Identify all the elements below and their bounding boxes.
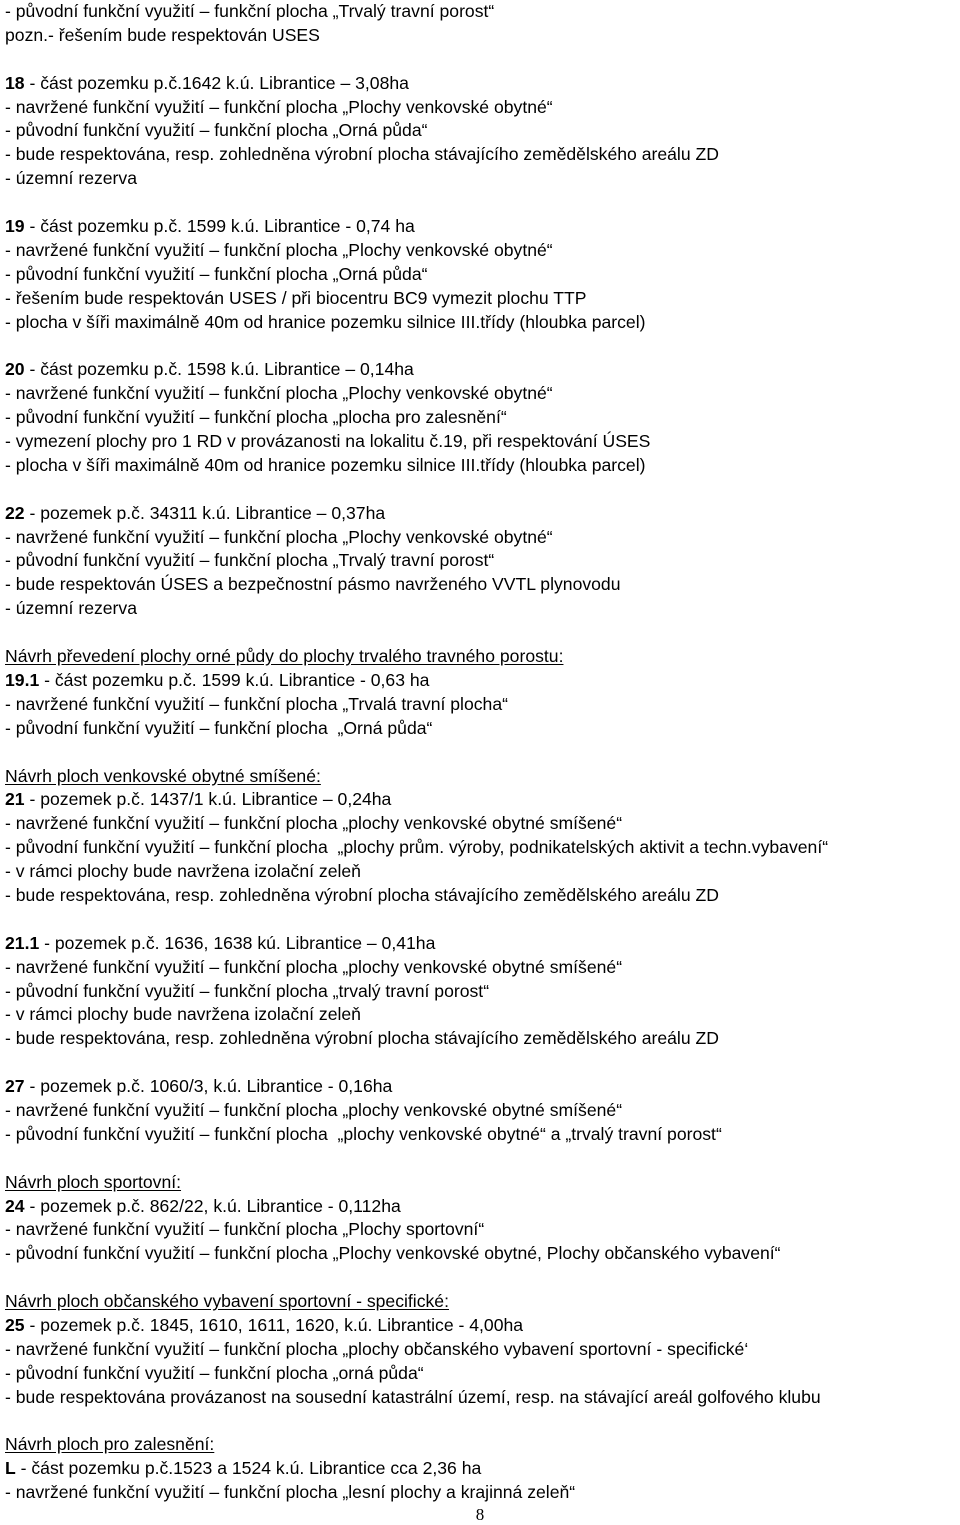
parcel-detail-line: - původní funkční využití – funkční plocha „plochy venkovské obytné“ a „trvalý travní porost“: [5, 1123, 722, 1144]
paragraph-gap: [5, 334, 957, 358]
parcel-number: 19: [5, 216, 25, 237]
paragraph-gap: [5, 741, 957, 765]
parcel-detail-line: - navržené funkční využití – funkční plocha „plochy občanského vybavení sportovní - specifické‘: [5, 1338, 749, 1359]
parcel-detail-line: - navržené funkční využití – funkční plocha „Plochy venkovské obytné“: [5, 526, 553, 547]
parcel-number: 20: [5, 359, 25, 380]
parcel-detail-line: - původní funkční využití – funkční plocha „Orná půda“: [5, 717, 433, 738]
parcel-detail-line: - bude respektována provázanost na sousední katastrální území, resp. na stávající areál golfového klubu: [5, 1386, 821, 1407]
parcel-title: [5, 1075, 957, 1099]
parcel-detail-line: - navržené funkční využití – funkční plocha „plochy venkovské obytné smíšené“: [5, 1099, 623, 1120]
paragraph-gap: [5, 621, 957, 645]
paragraph-gap: [5, 1266, 957, 1290]
parcel-detail-line: - bude respektována, resp. zohledněna výrobní plocha stávajícího zemědělského areálu ZD: [5, 1028, 719, 1049]
parcel-description: - část pozemku p.č. 1599 k.ú. Librantice - 0,63 ha: [39, 669, 430, 690]
parcel-description: - pozemek p.č. 1437/1 k.ú. Librantice – 0,24ha: [24, 789, 392, 810]
parcel-detail-line: - navržené funkční využití – funkční plocha „plochy venkovské obytné smíšené“: [5, 813, 623, 834]
parcel-detail-line: - navržené funkční využití – funkční plocha „plochy venkovské obytné smíšené“: [5, 956, 623, 977]
parcel-detail-line: - navržené funkční využití – funkční plocha „Plochy venkovské obytné“: [5, 383, 553, 404]
parcel-number: 27: [5, 1076, 25, 1097]
parcel-detail-line: - navržené funkční využití – funkční plocha „lesní plochy a krajinná zeleň“: [5, 1482, 576, 1503]
parcel-title: [5, 215, 957, 239]
parcel-detail-line: - v rámci plochy bude navržena izolační zeleň: [5, 1004, 361, 1025]
intro-line: pozn.- řešením bude respektován USES: [5, 24, 320, 45]
parcel-description: - pozemek p.č. 1636, 1638 kú. Librantice – 0,41ha: [39, 932, 436, 953]
parcel-number: 21.1: [5, 932, 40, 953]
parcel-title: [5, 1457, 957, 1481]
parcel-detail-line: - vymezení plochy pro 1 RD v provázanosti na lokalitu č.19, při respektování ÚSES: [5, 431, 651, 452]
parcel-description: - pozemek p.č. 1845, 1610, 1611, 1620, k.ú. Librantice - 4,00ha: [24, 1314, 524, 1335]
parcel-detail-line: - bude respektována, resp. zohledněna výrobní plocha stávajícího zemědělského areálu ZD: [5, 884, 719, 905]
parcel-description: - část pozemku p.č.1642 k.ú. Librantice – 3,08ha: [24, 72, 409, 93]
parcel-title: [5, 72, 957, 96]
parcel-title: [5, 1195, 957, 1219]
parcel-detail-line: - navržené funkční využití – funkční plocha „Plochy venkovské obytné“: [5, 96, 553, 117]
section-heading-line: [5, 1433, 957, 1457]
parcel-detail-line: - původní funkční využití – funkční plocha „plochy prům. výroby, podnikatelských aktivit a techn.vybavení“: [5, 837, 829, 858]
parcel-number: 24: [5, 1195, 25, 1216]
parcel-number: 19.1: [5, 669, 40, 690]
parcel-title: [5, 358, 957, 382]
parcel-number: 21: [5, 789, 25, 810]
parcel-detail-line: - původní funkční využití – funkční plocha „Plochy venkovské obytné, Plochy občanského vybavení“: [5, 1243, 781, 1264]
parcel-number: 25: [5, 1314, 25, 1335]
document-body: [5, 0, 957, 1505]
parcel-detail-line: - plocha v šíři maximálně 40m od hranice pozemku silnice III.třídy (hloubka parcel): [5, 311, 646, 332]
parcel-number: L: [5, 1458, 16, 1479]
parcel-title: [5, 932, 957, 956]
parcel-title: [5, 669, 957, 693]
parcel-detail-line: - původní funkční využití – funkční plocha „plocha pro zalesnění“: [5, 407, 507, 428]
parcel-number: 18: [5, 72, 25, 93]
parcel-detail-line: - navržené funkční využití – funkční plocha „Plochy venkovské obytné“: [5, 239, 553, 260]
section-heading: Návrh ploch venkovské obytné smíšené:: [5, 765, 321, 786]
intro-line: - původní funkční využití – funkční plocha „Trvalý travní porost“: [5, 1, 495, 21]
parcel-detail-line: - původní funkční využití – funkční plocha „trvalý travní porost“: [5, 980, 490, 1001]
paragraph-gap: [5, 1147, 957, 1171]
parcel-detail-line: - územní rezerva: [5, 598, 137, 619]
paragraph-gap: [5, 1410, 957, 1434]
parcel-description: - pozemek p.č. 862/22, k.ú. Librantice - 0,112ha: [24, 1195, 401, 1216]
section-heading-line: [5, 765, 957, 789]
paragraph-gap: [5, 908, 957, 932]
parcel-detail-line: - původní funkční využití – funkční plocha „Orná půda“: [5, 263, 428, 284]
parcel-detail-line: - navržené funkční využití – funkční plocha „Plochy sportovní“: [5, 1219, 485, 1240]
parcel-detail-line: - bude respektován ÚSES a bezpečnostní pásmo navrženého VVTL plynovodu: [5, 574, 621, 595]
parcel-detail-line: - územní rezerva: [5, 168, 137, 189]
parcel-description: - pozemek p.č. 34311 k.ú. Librantice – 0,37ha: [24, 502, 386, 523]
parcel-detail-line: - původní funkční využití – funkční plocha „Trvalý travní porost“: [5, 550, 495, 571]
parcel-title: [5, 1314, 957, 1338]
parcel-title: [5, 788, 957, 812]
parcel-description: - část pozemku p.č. 1598 k.ú. Librantice – 0,14ha: [24, 359, 414, 380]
parcel-detail-line: - bude respektována, resp. zohledněna výrobní plocha stávajícího zemědělského areálu ZD: [5, 144, 719, 165]
parcel-detail-line: - v rámci plochy bude navržena izolační zeleň: [5, 861, 361, 882]
section-heading-line: [5, 645, 957, 669]
section-heading-line: [5, 1290, 957, 1314]
paragraph-gap: [5, 1051, 957, 1075]
parcel-detail-line: - původní funkční využití – funkční plocha „Orná půda“: [5, 120, 428, 141]
section-heading: Návrh ploch sportovní:: [5, 1171, 182, 1192]
parcel-detail-line: - plocha v šíři maximálně 40m od hranice pozemku silnice III.třídy (hloubka parcel): [5, 454, 646, 475]
parcel-detail-line: - řešením bude respektován USES / při biocentru BC9 vymezit plochu TTP: [5, 287, 587, 308]
section-heading: Návrh ploch pro zalesnění:: [5, 1434, 215, 1455]
section-heading: Návrh převedení plochy orné půdy do plochy trvalého travného porostu:: [5, 646, 564, 667]
parcel-number: 22: [5, 502, 25, 523]
parcel-description: - pozemek p.č. 1060/3, k.ú. Librantice - 0,16ha: [24, 1076, 393, 1097]
parcel-title: [5, 502, 957, 526]
paragraph-gap: [5, 478, 957, 502]
section-heading: Návrh ploch občanského vybavení sportovní - specifické:: [5, 1291, 449, 1312]
section-heading-line: [5, 1171, 957, 1195]
paragraph-gap: [5, 48, 957, 72]
page-number: 8: [475, 1505, 485, 1524]
parcel-description: - část pozemku p.č. 1599 k.ú. Librantice - 0,74 ha: [24, 216, 415, 237]
parcel-description: - část pozemku p.č.1523 a 1524 k.ú. Librantice cca 2,36 ha: [15, 1458, 482, 1479]
paragraph-gap: [5, 191, 957, 215]
parcel-detail-line: - původní funkční využití – funkční plocha „orná půda“: [5, 1362, 424, 1383]
parcel-detail-line: - navržené funkční využití – funkční plocha „Trvalá travní plocha“: [5, 693, 508, 714]
